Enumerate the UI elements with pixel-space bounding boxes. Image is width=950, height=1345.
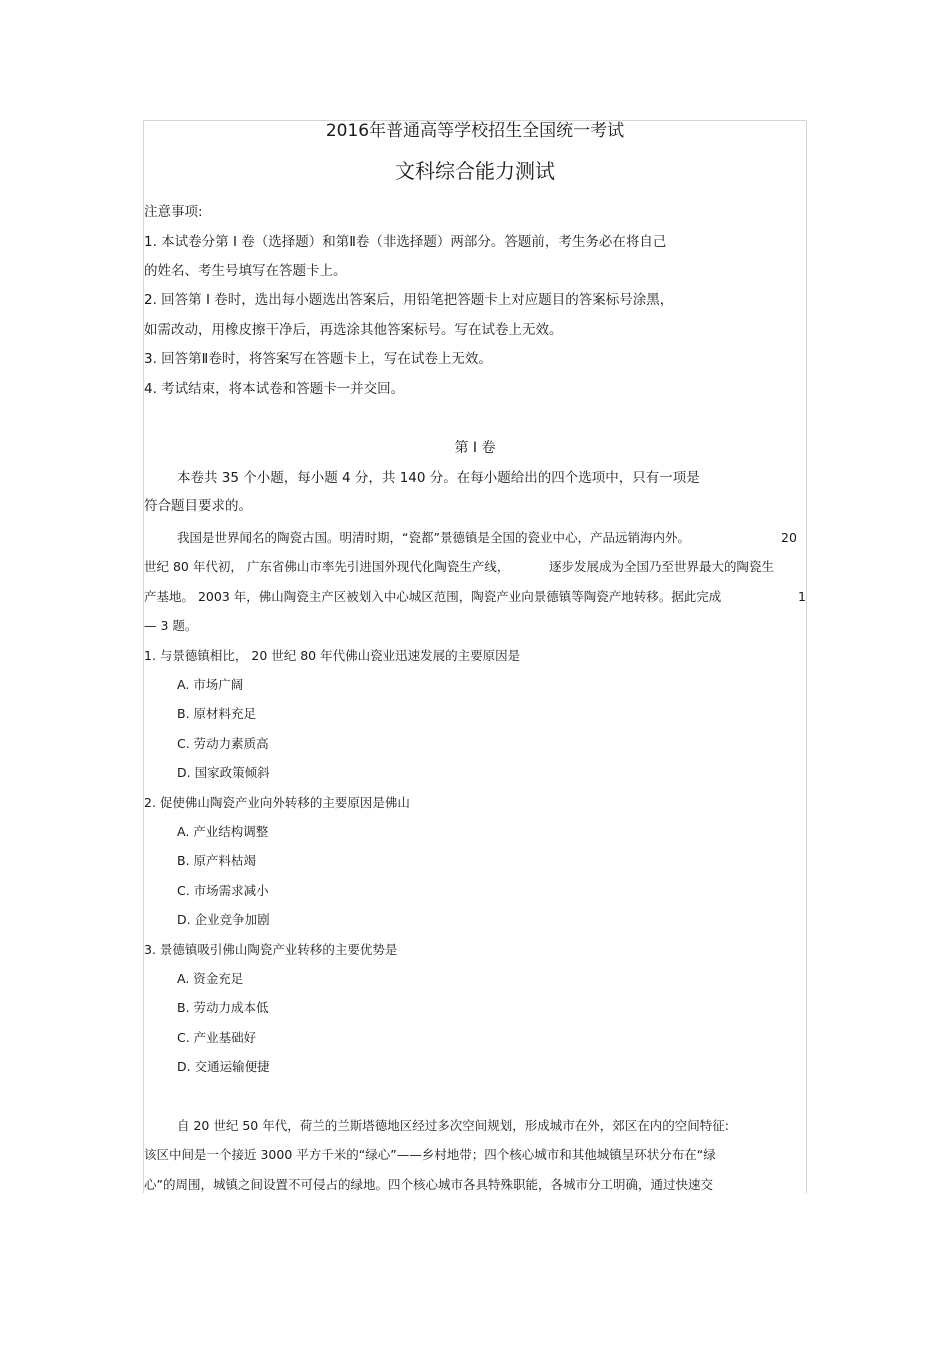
passage-line: 心”的周围，城镇之间设置不可侵占的绿地。四个核心城市各具特殊职能，各城市分工明确，通过快速交 <box>144 1177 713 1192</box>
passage-line: 产基地。 2003 年，佛山陶瓷主产区被划入中心城区范围，陶瓷产业向景德镇等陶瓷产地转移。据此完成 <box>144 589 722 604</box>
notice-line: 4. 考试结束，将本试卷和答题卡一并交回。 <box>144 381 405 397</box>
section-intro-line: 本卷共 35 个小题，每小题 4 分，共 140 分。在每小题给出的四个选项中，只有一项是 <box>177 470 700 486</box>
question-option: A. 资金充足 <box>177 971 244 986</box>
passage-fragment: 逐步发展成为全国乃至世界最大的陶瓷生 <box>549 559 775 574</box>
section-title: 第 I 卷 <box>454 440 496 456</box>
exam-subtitle: 文科综合能力测试 <box>395 159 555 183</box>
question-option: D. 国家政策倾斜 <box>177 765 270 780</box>
question-option: A. 市场广阔 <box>177 677 244 692</box>
passage-line: — 3 题。 <box>144 618 198 633</box>
section-intro-line: 符合题目要求的。 <box>144 498 252 514</box>
question-option: B. 原产料枯竭 <box>177 853 257 868</box>
passage-line: 自 20 世纪 50 年代，荷兰的兰斯塔德地区经过多次空间规划，形成城市在外，郊区在内的空间特征: <box>177 1118 729 1133</box>
notice-line: 1. 本试卷分第 I 卷（选择题）和第Ⅱ卷（非选择题）两部分。答题前，考生务必在将自己 <box>144 234 667 250</box>
passage-fragment: 1 <box>798 589 806 604</box>
question-option: C. 市场需求减小 <box>177 883 269 898</box>
question-option: C. 产业基础好 <box>177 1030 257 1045</box>
exam-title: 2016年普通高等学校招生全国统一考试 <box>325 121 625 141</box>
question-option: A. 产业结构调整 <box>177 824 269 839</box>
passage-line: 我国是世界闻名的陶瓷古国。明清时期，“瓷都”景德镇是全国的瓷业中心，产品远销海内外。 <box>177 530 690 545</box>
question-stem: 2. 促使佛山陶瓷产业向外转移的主要原因是佛山 <box>144 795 410 810</box>
notice-line: 的姓名、考生号填写在答题卡上。 <box>144 263 347 279</box>
question-option: B. 劳动力成本低 <box>177 1000 269 1015</box>
passage-fragment: 20 <box>781 530 797 545</box>
notice-line: 如需改动，用橡皮擦干净后，再选涂其他答案标号。写在试卷上无效。 <box>144 322 563 338</box>
notice-heading: 注意事项: <box>144 204 203 220</box>
passage-line: 世纪 80 年代初， 广东省佛山市率先引进国外现代化陶瓷生产线， <box>144 559 510 574</box>
question-option: D. 企业竞争加剧 <box>177 912 270 927</box>
passage-line: 该区中间是一个接近 3000 平方千米的“绿心”——乡村地带；四个核心城市和其他城镇呈环状分布在“绿 <box>144 1147 716 1162</box>
question-stem: 1. 与景德镇相比， 20 世纪 80 年代佛山瓷业迅速发展的主要原因是 <box>144 648 521 663</box>
question-option: D. 交通运输便捷 <box>177 1059 270 1074</box>
notice-line: 3. 回答第Ⅱ卷时，将答案写在答题卡上，写在试卷上无效。 <box>144 351 492 367</box>
question-stem: 3. 景德镇吸引佛山陶瓷产业转移的主要优势是 <box>144 942 398 957</box>
notice-line: 2. 回答第 I 卷时，选出每小题选出答案后，用铅笔把答题卡上对应题目的答案标号涂黑， <box>144 292 674 308</box>
question-option: C. 劳动力素质高 <box>177 736 269 751</box>
question-option: B. 原材料充足 <box>177 706 257 721</box>
